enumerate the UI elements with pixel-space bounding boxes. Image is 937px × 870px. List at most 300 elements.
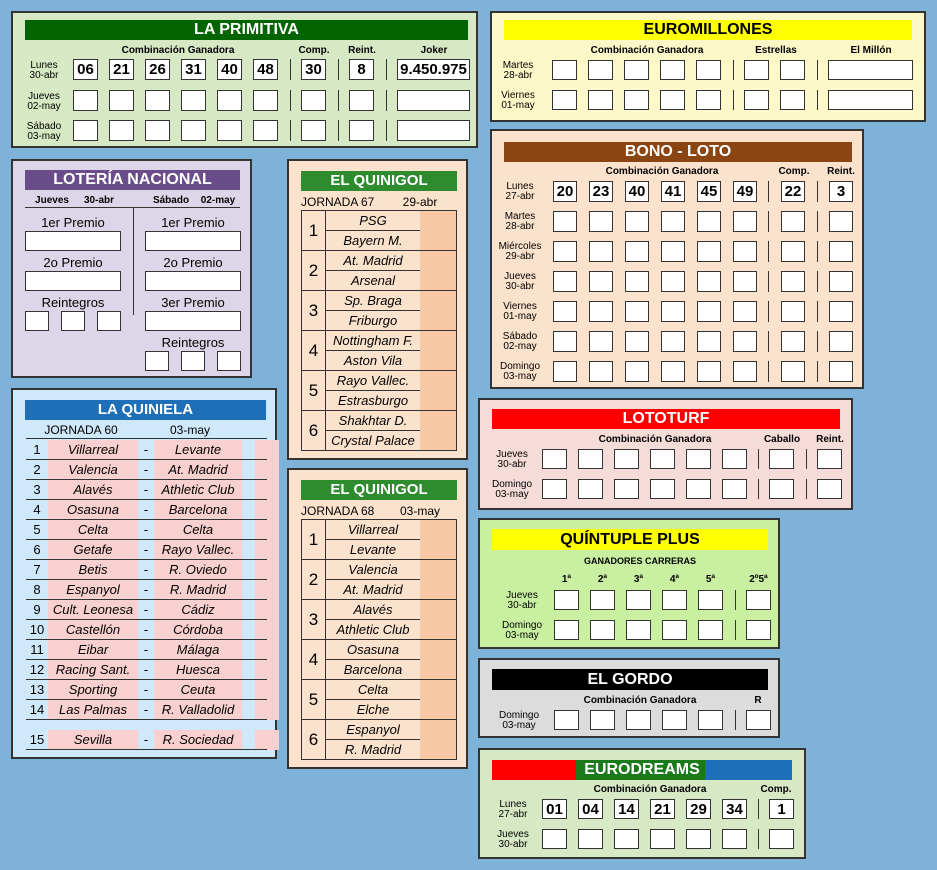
bonoloto-row-4-date: 01-may (503, 311, 537, 322)
quiniela-match-5-result-cell[interactable] (242, 520, 255, 540)
bonoloto-row-2-num-5[interactable] (697, 241, 721, 262)
bonoloto-row-3-num-5[interactable] (697, 271, 721, 292)
loteria-right-reint-label: Reintegros (161, 335, 225, 350)
eurodreams-row-1-num-6[interactable] (722, 829, 747, 849)
bonoloto-row-5-num-6[interactable] (733, 331, 757, 352)
quiniela-match-11-home: Eibar (48, 640, 138, 660)
quintuple-row-1-race-4[interactable] (662, 620, 687, 640)
primitiva-row-1-sep-3 (386, 90, 387, 111)
bonoloto-row-5-num-3[interactable] (625, 331, 649, 352)
eurodreams-col-comp: Comp. (760, 784, 792, 795)
quinigol-68-match-6-result-cell[interactable] (420, 720, 456, 759)
lototurf-row-0-day: Jueves (496, 449, 528, 460)
quinigol-67-match-2-result-cell[interactable] (420, 251, 456, 290)
quiniela-match-10-result-cell-2[interactable] (255, 620, 279, 640)
quiniela-match-1-home: Villarreal (48, 440, 138, 460)
loteria-left-first-box[interactable] (25, 231, 121, 251)
euromillones-row-1-date: 01-may (501, 100, 535, 111)
eurodreams-row-0-num-1[interactable]: 01 (542, 799, 567, 819)
quiniela-match-11-result-cell-2[interactable] (255, 640, 279, 660)
eurodreams-row-0-date: 27-abr (498, 809, 528, 820)
quinigol-68-match-5-result-cell[interactable] (420, 680, 456, 719)
quiniela-match-14-result-cell-2[interactable] (255, 700, 279, 720)
quiniela-match-3-number: 3 (33, 482, 41, 497)
primitiva-row-2-num-6[interactable] (253, 120, 278, 141)
euromillones-row-1-num-4[interactable] (660, 90, 685, 110)
quintuple-row-1-race-6[interactable] (746, 620, 771, 640)
lototurf-row-1-num-2[interactable] (578, 479, 603, 499)
lototurf-row-0-date: 30-abr (497, 459, 527, 470)
eurodreams-row-1-num-5[interactable] (686, 829, 711, 849)
loteria-right-date: 02-may (200, 195, 236, 206)
quiniela-match-15-result-cell-2[interactable] (255, 730, 279, 750)
euromillones-row-0-date: 28-abr (503, 70, 533, 81)
quiniela-match-8-result-cell[interactable] (242, 580, 255, 600)
euromillones-row-0-num-5[interactable] (696, 60, 721, 80)
bonoloto-row-4-num-1[interactable] (553, 301, 577, 322)
eurodreams-row-0-comp[interactable]: 1 (769, 799, 794, 819)
loteria-right-third-box[interactable] (145, 311, 241, 331)
bonoloto-row-3-num-3[interactable] (625, 271, 649, 292)
lototurf-row-0-num-5[interactable] (686, 449, 711, 469)
euromillones-row-0-millon[interactable] (828, 60, 913, 80)
bonoloto-row-2-comp[interactable] (781, 241, 805, 262)
quiniela-match-12-result-cell-2[interactable] (255, 660, 279, 680)
primitiva-row-2-num-5[interactable] (217, 120, 242, 141)
euromillones-title: EUROMILLONES (504, 20, 912, 40)
quinigol-68-match-4-away: Barcelona (343, 662, 403, 677)
euromillones-row-0-num-3[interactable] (624, 60, 649, 80)
quiniela-match-5-result-cell-2[interactable] (255, 520, 279, 540)
bonoloto-row-2-num-3[interactable] (625, 241, 649, 262)
primitiva-row-0-num-4[interactable]: 31 (181, 59, 206, 80)
lototurf-row-1-num-1[interactable] (542, 479, 567, 499)
quintuple-row-0-race-6[interactable] (746, 590, 771, 610)
euromillones-row-1-millon[interactable] (828, 90, 913, 110)
lototurf-row-0-num-4[interactable] (650, 449, 675, 469)
bonoloto-row-1-num-1[interactable] (553, 211, 577, 232)
bonoloto-row-0-num-1[interactable]: 20 (553, 181, 577, 202)
quiniela-match-11-result-cell[interactable] (242, 640, 255, 660)
bonoloto-row-3-date: 30-abr (505, 281, 535, 292)
eurodreams-row-1-num-4[interactable] (650, 829, 675, 849)
gordo-row-0-num-5[interactable] (698, 710, 723, 730)
quiniela-match-13-result-cell[interactable] (242, 680, 255, 700)
euromillones-row-1-star-1[interactable] (744, 90, 769, 110)
bonoloto-row-5-sep-1 (768, 331, 769, 352)
bonoloto-row-4-reint[interactable] (829, 301, 853, 322)
bonoloto-row-3-num-6[interactable] (733, 271, 757, 292)
loteria-left-reint-3[interactable] (97, 311, 121, 331)
lototurf-row-1-num-5[interactable] (686, 479, 711, 499)
bonoloto-row-3-num-4[interactable] (661, 271, 685, 292)
quinigol-68-match-1-result-cell[interactable] (420, 520, 456, 559)
lototurf-col-combination: Combinación Ganadora (598, 434, 712, 445)
bonoloto-row-4-num-5[interactable] (697, 301, 721, 322)
quinigol-67-match-2-number: 2 (302, 251, 326, 290)
quinigol-67-match-1-number: 1 (302, 211, 326, 250)
euromillones-col-combination: Combinación Ganadora (590, 45, 704, 56)
eurodreams-row-1-num-1[interactable] (542, 829, 567, 849)
quiniela-match-6-home: Getafe (48, 540, 138, 560)
euromillones-row-0-star-1[interactable] (744, 60, 769, 80)
bonoloto-row-2-num-6[interactable] (733, 241, 757, 262)
loteria-right-third-label: 3er Premio (161, 295, 225, 310)
primitiva-row-1-reint[interactable] (349, 90, 374, 111)
quiniela-match-7-result-cell-2[interactable] (255, 560, 279, 580)
quinigol-68-match-6-home: Espanyol (346, 722, 400, 737)
euromillones-row-0-sep-1 (733, 60, 734, 80)
bonoloto-row-0-num-6[interactable]: 49 (733, 181, 757, 202)
quiniela-match-2-result-cell-2[interactable] (255, 460, 279, 480)
quiniela-title: LA QUINIELA (25, 400, 266, 420)
lototurf-row-1-num-4[interactable] (650, 479, 675, 499)
quiniela-match-9-result-cell[interactable] (242, 600, 255, 620)
quinigol-67-match-3-result-cell[interactable] (420, 291, 456, 330)
quiniela-match-2-dash: - (143, 462, 149, 477)
primitiva-row-0-num-5[interactable]: 40 (217, 59, 242, 80)
gordo-row-0-date: 03-may (502, 720, 536, 731)
quiniela-match-5-dash: - (143, 522, 149, 537)
loteria-right-reint-1[interactable] (145, 351, 169, 371)
gordo-row-0-r[interactable] (746, 710, 771, 730)
euromillones-row-0-num-4[interactable] (660, 60, 685, 80)
primitiva-row-1-num-5[interactable] (217, 90, 242, 111)
euromillones-row-1-num-3[interactable] (624, 90, 649, 110)
lototurf-row-0-num-3[interactable] (614, 449, 639, 469)
quiniela-match-4-result-cell[interactable] (242, 500, 255, 520)
lototurf-row-0-num-2[interactable] (578, 449, 603, 469)
bonoloto-row-5-reint[interactable] (829, 331, 853, 352)
bonoloto-row-3-sep-1 (768, 271, 769, 292)
eurodreams-row-0-num-5[interactable]: 29 (686, 799, 711, 819)
lototurf-row-1-num-3[interactable] (614, 479, 639, 499)
bonoloto-row-3-comp[interactable] (781, 271, 805, 292)
quiniela-match-12-result-cell[interactable] (242, 660, 255, 680)
quiniela-match-10-home: Castellón (48, 620, 138, 640)
bonoloto-row-2-num-2[interactable] (589, 241, 613, 262)
bonoloto-row-1-day: Martes (504, 211, 536, 222)
primitiva-row-1-num-4[interactable] (181, 90, 206, 111)
primitiva-row-1-date: 02-may (27, 101, 61, 112)
loteria-divider (133, 207, 134, 315)
bonoloto-row-1-num-2[interactable] (589, 211, 613, 232)
quintuple-row-0-race-1[interactable] (554, 590, 579, 610)
lototurf-row-1-reint[interactable] (817, 479, 842, 499)
quiniela-match-9-result-cell-2[interactable] (255, 600, 279, 620)
bonoloto-row-1-num-6[interactable] (733, 211, 757, 232)
loteria-right-first-box[interactable] (145, 231, 241, 251)
quiniela-match-12-home: Racing Sant. (48, 660, 138, 680)
bonoloto-row-2-reint[interactable] (829, 241, 853, 262)
quiniela-match-9 (26, 600, 267, 620)
lototurf-col-caballo: Caballo (763, 434, 801, 445)
quiniela-match-7-result-cell[interactable] (242, 560, 255, 580)
eurodreams-row-1-day: Jueves (497, 829, 529, 840)
bonoloto-row-3-num-1[interactable] (553, 271, 577, 292)
primitiva-col-combination: Combinación Ganadora (121, 45, 235, 56)
primitiva-row-1-num-2[interactable] (109, 90, 134, 111)
euromillones-row-1-star-2[interactable] (780, 90, 805, 110)
bonoloto-row-6-num-2[interactable] (589, 361, 613, 382)
bonoloto-row-0-num-3[interactable]: 40 (625, 181, 649, 202)
primitiva-row-2-num-1[interactable] (73, 120, 98, 141)
loteria-right-day: Sábado (152, 195, 190, 206)
quinigol-68-match-3-result-cell[interactable] (420, 600, 456, 639)
bonoloto-row-0-comp[interactable]: 22 (781, 181, 805, 202)
quinigol-67-match-6-result-cell[interactable] (420, 411, 456, 450)
quiniela-match-1-result-cell[interactable] (242, 440, 255, 460)
loteria-left-second-label: 2o Premio (43, 255, 103, 270)
lototurf-row-0-caballo[interactable] (769, 449, 794, 469)
primitiva-row-1-num-3[interactable] (145, 90, 170, 111)
primitiva-row-2-num-4[interactable] (181, 120, 206, 141)
quintuple-row-1-race-1[interactable] (554, 620, 579, 640)
gordo-panel (478, 658, 780, 738)
eurodreams-row-0-num-3[interactable]: 14 (614, 799, 639, 819)
bonoloto-row-5-num-2[interactable] (589, 331, 613, 352)
bonoloto-row-1-reint[interactable] (829, 211, 853, 232)
quinigol-68-match-2-away: At. Madrid (343, 582, 403, 597)
quintuple-row-1-sep (735, 620, 736, 640)
bonoloto-row-6-num-5[interactable] (697, 361, 721, 382)
quinigol-68-jornada: JORNADA 68 (301, 504, 375, 518)
quintuple-row-1-race-2[interactable] (590, 620, 615, 640)
quiniela-match-6-result-cell-2[interactable] (255, 540, 279, 560)
quiniela-match-3-dash: - (143, 482, 149, 497)
bonoloto-row-4-num-6[interactable] (733, 301, 757, 322)
euromillones-row-1-num-5[interactable] (696, 90, 721, 110)
primitiva-row-1-num-1[interactable] (73, 90, 98, 111)
quinigol-67-match-1-result-cell[interactable] (420, 211, 456, 250)
primitiva-row-0-reint[interactable]: 8 (349, 59, 374, 80)
primitiva-row-0-sep-2 (338, 59, 339, 80)
quinigol-68-match-2-home: Valencia (348, 562, 398, 577)
quiniela-match-10-away: Córdoba (154, 620, 242, 640)
quiniela-match-2-result-cell[interactable] (242, 460, 255, 480)
quiniela-match-14-underline (26, 719, 267, 720)
primitiva-row-0-joker[interactable]: 9.450.975 (397, 59, 470, 80)
quinigol-68-match-4 (301, 640, 457, 680)
quiniela-match-1-away: Levante (154, 440, 242, 460)
quiniela-match-6-result-cell[interactable] (242, 540, 255, 560)
quintuple-row-1-race-3[interactable] (626, 620, 651, 640)
quiniela-match-4-number: 4 (33, 502, 41, 517)
quintuple-row-0-race-2[interactable] (590, 590, 615, 610)
quiniela-match-15-dash: - (143, 732, 149, 747)
gordo-row-0-num-3[interactable] (626, 710, 651, 730)
bonoloto-row-6-num-1[interactable] (553, 361, 577, 382)
primitiva-row-2-comp[interactable] (301, 120, 326, 141)
loteria-left-reint-2[interactable] (61, 311, 85, 331)
quiniela-match-6-dash: - (143, 542, 149, 557)
bonoloto-row-1-comp[interactable] (781, 211, 805, 232)
lototurf-row-0-reint[interactable] (817, 449, 842, 469)
loteria-right-reint-3[interactable] (217, 351, 241, 371)
quiniela-match-14 (26, 700, 267, 720)
bonoloto-row-4-num-2[interactable] (589, 301, 613, 322)
lototurf-row-0-num-6[interactable] (722, 449, 747, 469)
quiniela-match-11-away: Málaga (154, 640, 242, 660)
bonoloto-row-5-comp[interactable] (781, 331, 805, 352)
quinigol-67-match-5-result-cell[interactable] (420, 371, 456, 410)
quinigol-68-panel (287, 468, 468, 769)
quinigol-67-match-3-away: Friburgo (348, 313, 398, 328)
euromillones-row-0-star-2[interactable] (780, 60, 805, 80)
bonoloto-row-4-comp[interactable] (781, 301, 805, 322)
quiniela-match-5 (26, 520, 267, 540)
primitiva-row-2-num-3[interactable] (145, 120, 170, 141)
bonoloto-row-5-num-5[interactable] (697, 331, 721, 352)
primitiva-row-2-reint[interactable] (349, 120, 374, 141)
bonoloto-col-reint: Reint. (827, 166, 855, 177)
gordo-row-0-day: Domingo (498, 710, 540, 721)
bonoloto-row-6-reint[interactable] (829, 361, 853, 382)
bonoloto-row-0-num-2[interactable]: 23 (589, 181, 613, 202)
bonoloto-row-6-num-6[interactable] (733, 361, 757, 382)
quiniela-match-10-result-cell[interactable] (242, 620, 255, 640)
bonoloto-row-0-reint[interactable]: 3 (829, 181, 853, 202)
lototurf-row-1-num-6[interactable] (722, 479, 747, 499)
quiniela-match-14-result-cell[interactable] (242, 700, 255, 720)
primitiva-col-reint: Reint. (348, 45, 376, 56)
loteria-right-second-box[interactable] (145, 271, 241, 291)
bonoloto-row-2-num-1[interactable] (553, 241, 577, 262)
primitiva-row-0-comp[interactable]: 30 (301, 59, 326, 80)
bonoloto-row-2-day: Miércoles (498, 241, 542, 252)
lototurf-panel (478, 398, 853, 510)
bonoloto-row-2-num-4[interactable] (661, 241, 685, 262)
primitiva-row-0-num-1[interactable]: 06 (73, 59, 98, 80)
loteria-left-second-box[interactable] (25, 271, 121, 291)
quiniela-top-line (26, 438, 267, 439)
quiniela-match-5-home: Celta (48, 520, 138, 540)
primitiva-row-0-num-6[interactable]: 48 (253, 59, 278, 80)
loteria-left-reint-1[interactable] (25, 311, 49, 331)
bonoloto-row-0-num-4[interactable]: 41 (661, 181, 685, 202)
eurodreams-row-1-num-3[interactable] (614, 829, 639, 849)
loteria-right-first-label: 1er Premio (161, 215, 225, 230)
quinigol-68-match-1 (301, 520, 457, 560)
bonoloto-row-5-num-4[interactable] (661, 331, 685, 352)
bonoloto-row-4-num-3[interactable] (625, 301, 649, 322)
bonoloto-row-0-day: Lunes (506, 181, 534, 192)
bonoloto-row-1-num-4[interactable] (661, 211, 685, 232)
quiniela-match-11-number: 11 (30, 642, 44, 657)
bonoloto-row-2-date: 29-abr (505, 251, 535, 262)
bonoloto-row-0-num-5[interactable]: 45 (697, 181, 721, 202)
primitiva-col-joker: Joker (420, 45, 448, 56)
quiniela-match-3-result-cell-2[interactable] (255, 480, 279, 500)
quiniela-match-14-dash: - (143, 702, 149, 717)
bonoloto-row-6-num-4[interactable] (661, 361, 685, 382)
bonoloto-row-6-sep-2 (817, 361, 818, 382)
bonoloto-row-3-num-2[interactable] (589, 271, 613, 292)
primitiva-row-0-num-2[interactable]: 21 (109, 59, 134, 80)
quiniela-match-13-result-cell-2[interactable] (255, 680, 279, 700)
loteria-right-reint-2[interactable] (181, 351, 205, 371)
gordo-row-0-num-1[interactable] (554, 710, 579, 730)
quinigol-67-match-4-number: 4 (302, 331, 326, 370)
bonoloto-row-1-num-3[interactable] (625, 211, 649, 232)
quinigol-68-title: EL QUINIGOL (301, 480, 457, 500)
lototurf-row-1-caballo[interactable] (769, 479, 794, 499)
quiniela-match-1-result-cell-2[interactable] (255, 440, 279, 460)
quintuple-row-1-race-5[interactable] (698, 620, 723, 640)
euromillones-row-1-num-2[interactable] (588, 90, 613, 110)
quintuple-row-0-race-5[interactable] (698, 590, 723, 610)
primitiva-row-2-joker[interactable] (397, 120, 470, 141)
quiniela-match-4 (26, 500, 267, 520)
bonoloto-panel (490, 129, 864, 389)
gordo-row-0-num-2[interactable] (590, 710, 615, 730)
euromillones-row-0-num-2[interactable] (588, 60, 613, 80)
bonoloto-row-3-reint[interactable] (829, 271, 853, 292)
bonoloto-row-4-num-4[interactable] (661, 301, 685, 322)
quinigol-68-match-2-result-cell[interactable] (420, 560, 456, 599)
eurodreams-row-0-num-4[interactable]: 21 (650, 799, 675, 819)
primitiva-row-1-joker[interactable] (397, 90, 470, 111)
bonoloto-row-5-num-1[interactable] (553, 331, 577, 352)
quiniela-match-15-result-cell[interactable] (242, 730, 255, 750)
primitiva-row-0-date: 30-abr (29, 70, 59, 81)
bonoloto-row-3-sep-2 (817, 271, 818, 292)
quinigol-67-match-5-home: Rayo Vallec. (336, 373, 410, 388)
bonoloto-row-1-num-5[interactable] (697, 211, 721, 232)
primitiva-row-0-sep-3 (386, 59, 387, 80)
eurodreams-row-1-comp[interactable] (769, 829, 794, 849)
quinigol-68-match-5 (301, 680, 457, 720)
lototurf-row-0-num-1[interactable] (542, 449, 567, 469)
eurodreams-row-1-num-2[interactable] (578, 829, 603, 849)
quiniela-match-3-result-cell[interactable] (242, 480, 255, 500)
bonoloto-row-6-comp[interactable] (781, 361, 805, 382)
quintuple-col-2: 2ª (597, 574, 608, 585)
quiniela-match-12-dash: - (143, 662, 149, 677)
quinigol-67-match-4-home: Nottingham F. (333, 333, 413, 348)
quintuple-row-0-sep (735, 590, 736, 610)
quinigol-68-match-4-result-cell[interactable] (420, 640, 456, 679)
eurodreams-row-0-num-6[interactable]: 34 (722, 799, 747, 819)
quiniela-match-15-home: Sevilla (48, 730, 138, 750)
eurodreams-row-0-sep (758, 799, 759, 819)
gordo-row-0-num-4[interactable] (662, 710, 687, 730)
euromillones-row-0-num-1[interactable] (552, 60, 577, 80)
primitiva-row-1-num-6[interactable] (253, 90, 278, 111)
primitiva-title: LA PRIMITIVA (25, 20, 468, 40)
quintuple-row-0-race-3[interactable] (626, 590, 651, 610)
primitiva-row-0-num-3[interactable]: 26 (145, 59, 170, 80)
euromillones-row-1-num-1[interactable] (552, 90, 577, 110)
quinigol-67-match-3 (301, 291, 457, 331)
quinigol-67-match-4-result-cell[interactable] (420, 331, 456, 370)
bonoloto-title: BONO - LOTO (504, 142, 852, 162)
quiniela-match-8-result-cell-2[interactable] (255, 580, 279, 600)
bonoloto-row-2-sep-1 (768, 241, 769, 262)
eurodreams-row-0-num-2[interactable]: 04 (578, 799, 603, 819)
primitiva-row-0-day: Lunes (30, 60, 58, 71)
quintuple-col-5: 5ª (705, 574, 716, 585)
bonoloto-row-6-num-3[interactable] (625, 361, 649, 382)
quiniela-match-1-dash: - (143, 442, 149, 457)
primitiva-row-2-num-2[interactable] (109, 120, 134, 141)
quinigol-68-match-1-away: Levante (349, 542, 397, 557)
quiniela-match-4-result-cell-2[interactable] (255, 500, 279, 520)
primitiva-row-1-comp[interactable] (301, 90, 326, 111)
quinigol-67-date: 29-abr (402, 195, 438, 209)
quintuple-row-0-race-4[interactable] (662, 590, 687, 610)
quiniela-match-13 (26, 680, 267, 700)
